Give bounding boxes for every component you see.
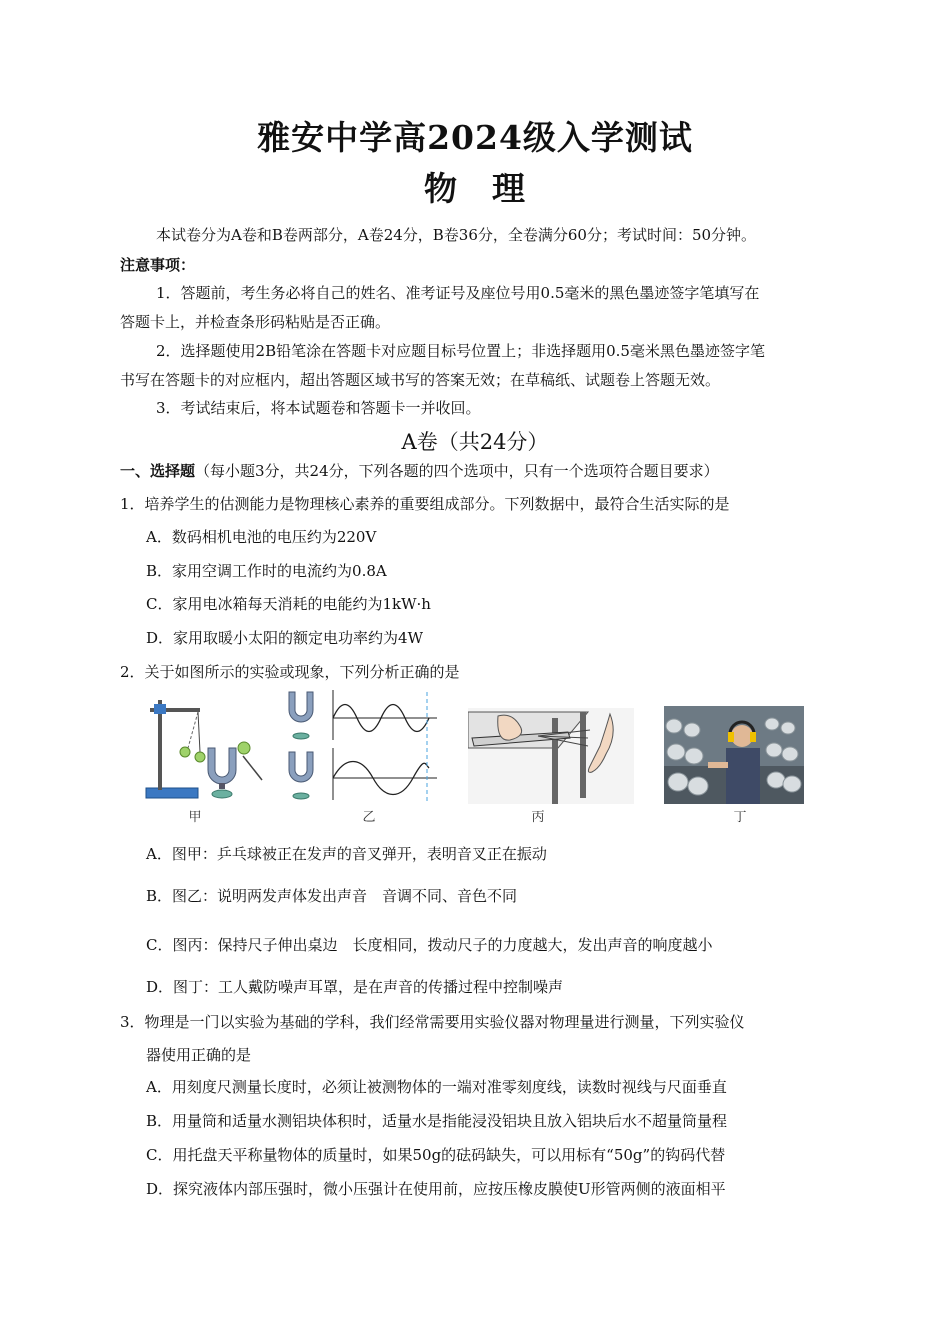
figure-yi-waveforms <box>285 688 445 806</box>
subject-title: 物 理 <box>424 169 526 208</box>
section-title: A卷（共24分） <box>401 430 549 454</box>
note-line: 书写在答题卡的对应框内，超出答题区域书写的答案无效；在草稿纸、试题卷上答题无效。 <box>120 371 721 389</box>
q1-stem: 1．培养学生的估测能力是物理核心素养的重要组成部分。下列数据中，最符合生活实际的是 <box>120 495 730 513</box>
figure-caption-jia: 甲 <box>188 810 202 825</box>
q3-stem-line-1: 3．物理是一门以实验为基础的学科，我们经常需要用实验仪器对物理量进行测量，下列实验仪 <box>120 1013 745 1031</box>
figure-bing-ruler-on-table <box>468 708 634 804</box>
q3-option-d: D．探究液体内部压强时，微小压强计在使用前，应按压橡皮膜使U形管两侧的液面相平 <box>146 1180 726 1198</box>
figure-caption-ding: 丁 <box>733 810 747 825</box>
note-line: 3．考试结束后，将本试题卷和答题卡一并收回。 <box>156 399 481 417</box>
q1-option-a: A．数码相机电池的电压约为220V <box>146 528 377 546</box>
q3-stem-line-2: 器使用正确的是 <box>146 1046 252 1064</box>
part-heading-line <box>120 461 719 481</box>
q1-option-c: C．家用电冰箱每天消耗的电能约为1kW·h <box>146 595 431 613</box>
figure-caption-yi: 乙 <box>362 810 376 825</box>
note-line: 2．选择题使用2B铅笔涂在答题卡对应题目标号位置上；非选择题用0.5毫米黑色墨迹签字笔 <box>156 342 765 360</box>
exam-title: 雅安中学高2024级入学测试 <box>257 118 693 157</box>
note-line: 答题卡上，并检查条形码粘贴是否正确。 <box>120 313 391 331</box>
q3-option-c: C．用托盘天平称量物体的质量时，如果50g的砝码缺失，可以用标有“50g”的钩码代替 <box>146 1146 726 1164</box>
q2-option-a: A．图甲：乒乓球被正在发声的音叉弹开，表明音叉正在振动 <box>146 845 547 863</box>
figure-ding-factory-worker <box>664 706 804 804</box>
part-description: （每小题3分，共24分，下列各题的四个选项中，只有一个选项符合题目要求） <box>195 462 719 480</box>
q3-option-b: B．用量筒和适量水测铝块体积时，适量水是指能浸没铝块且放入铝块后水不超量筒量程 <box>146 1112 728 1130</box>
q1-option-b: B．家用空调工作时的电流约为0.8A <box>146 562 387 580</box>
exam-intro: 本试卷分为A卷和B卷两部分，A卷24分，B卷36分，全卷满分60分；考试时间：50分钟。 <box>156 226 757 244</box>
part-heading: 一、选择题 <box>120 462 196 480</box>
q2-option-d: D．图丁：工人戴防噪声耳罩，是在声音的传播过程中控制噪声 <box>146 978 564 996</box>
q1-option-d: D．家用取暖小太阳的额定电功率约为4W <box>146 629 423 647</box>
notes-heading: 注意事项： <box>120 256 196 274</box>
figure-jia-tuning-fork-pendulum <box>140 690 270 805</box>
figure-caption-bing: 丙 <box>531 810 545 825</box>
q3-option-a: A．用刻度尺测量长度时，必须让被测物体的一端对准零刻度线，读数时视线与尺面垂直 <box>146 1078 727 1096</box>
q2-option-c: C．图丙：保持尺子伸出桌边 长度相同，拨动尺子的力度越大，发出声音的响度越小 <box>146 936 713 954</box>
q2-stem: 2．关于如图所示的实验或现象，下列分析正确的是 <box>120 663 460 681</box>
note-line: 1．答题前，考生务必将自己的姓名、准考证号及座位号用0.5毫米的黑色墨迹签字笔填写在 <box>156 284 760 302</box>
q2-option-b: B．图乙：说明两发声体发出声音 音调不同、音色不同 <box>146 887 518 905</box>
